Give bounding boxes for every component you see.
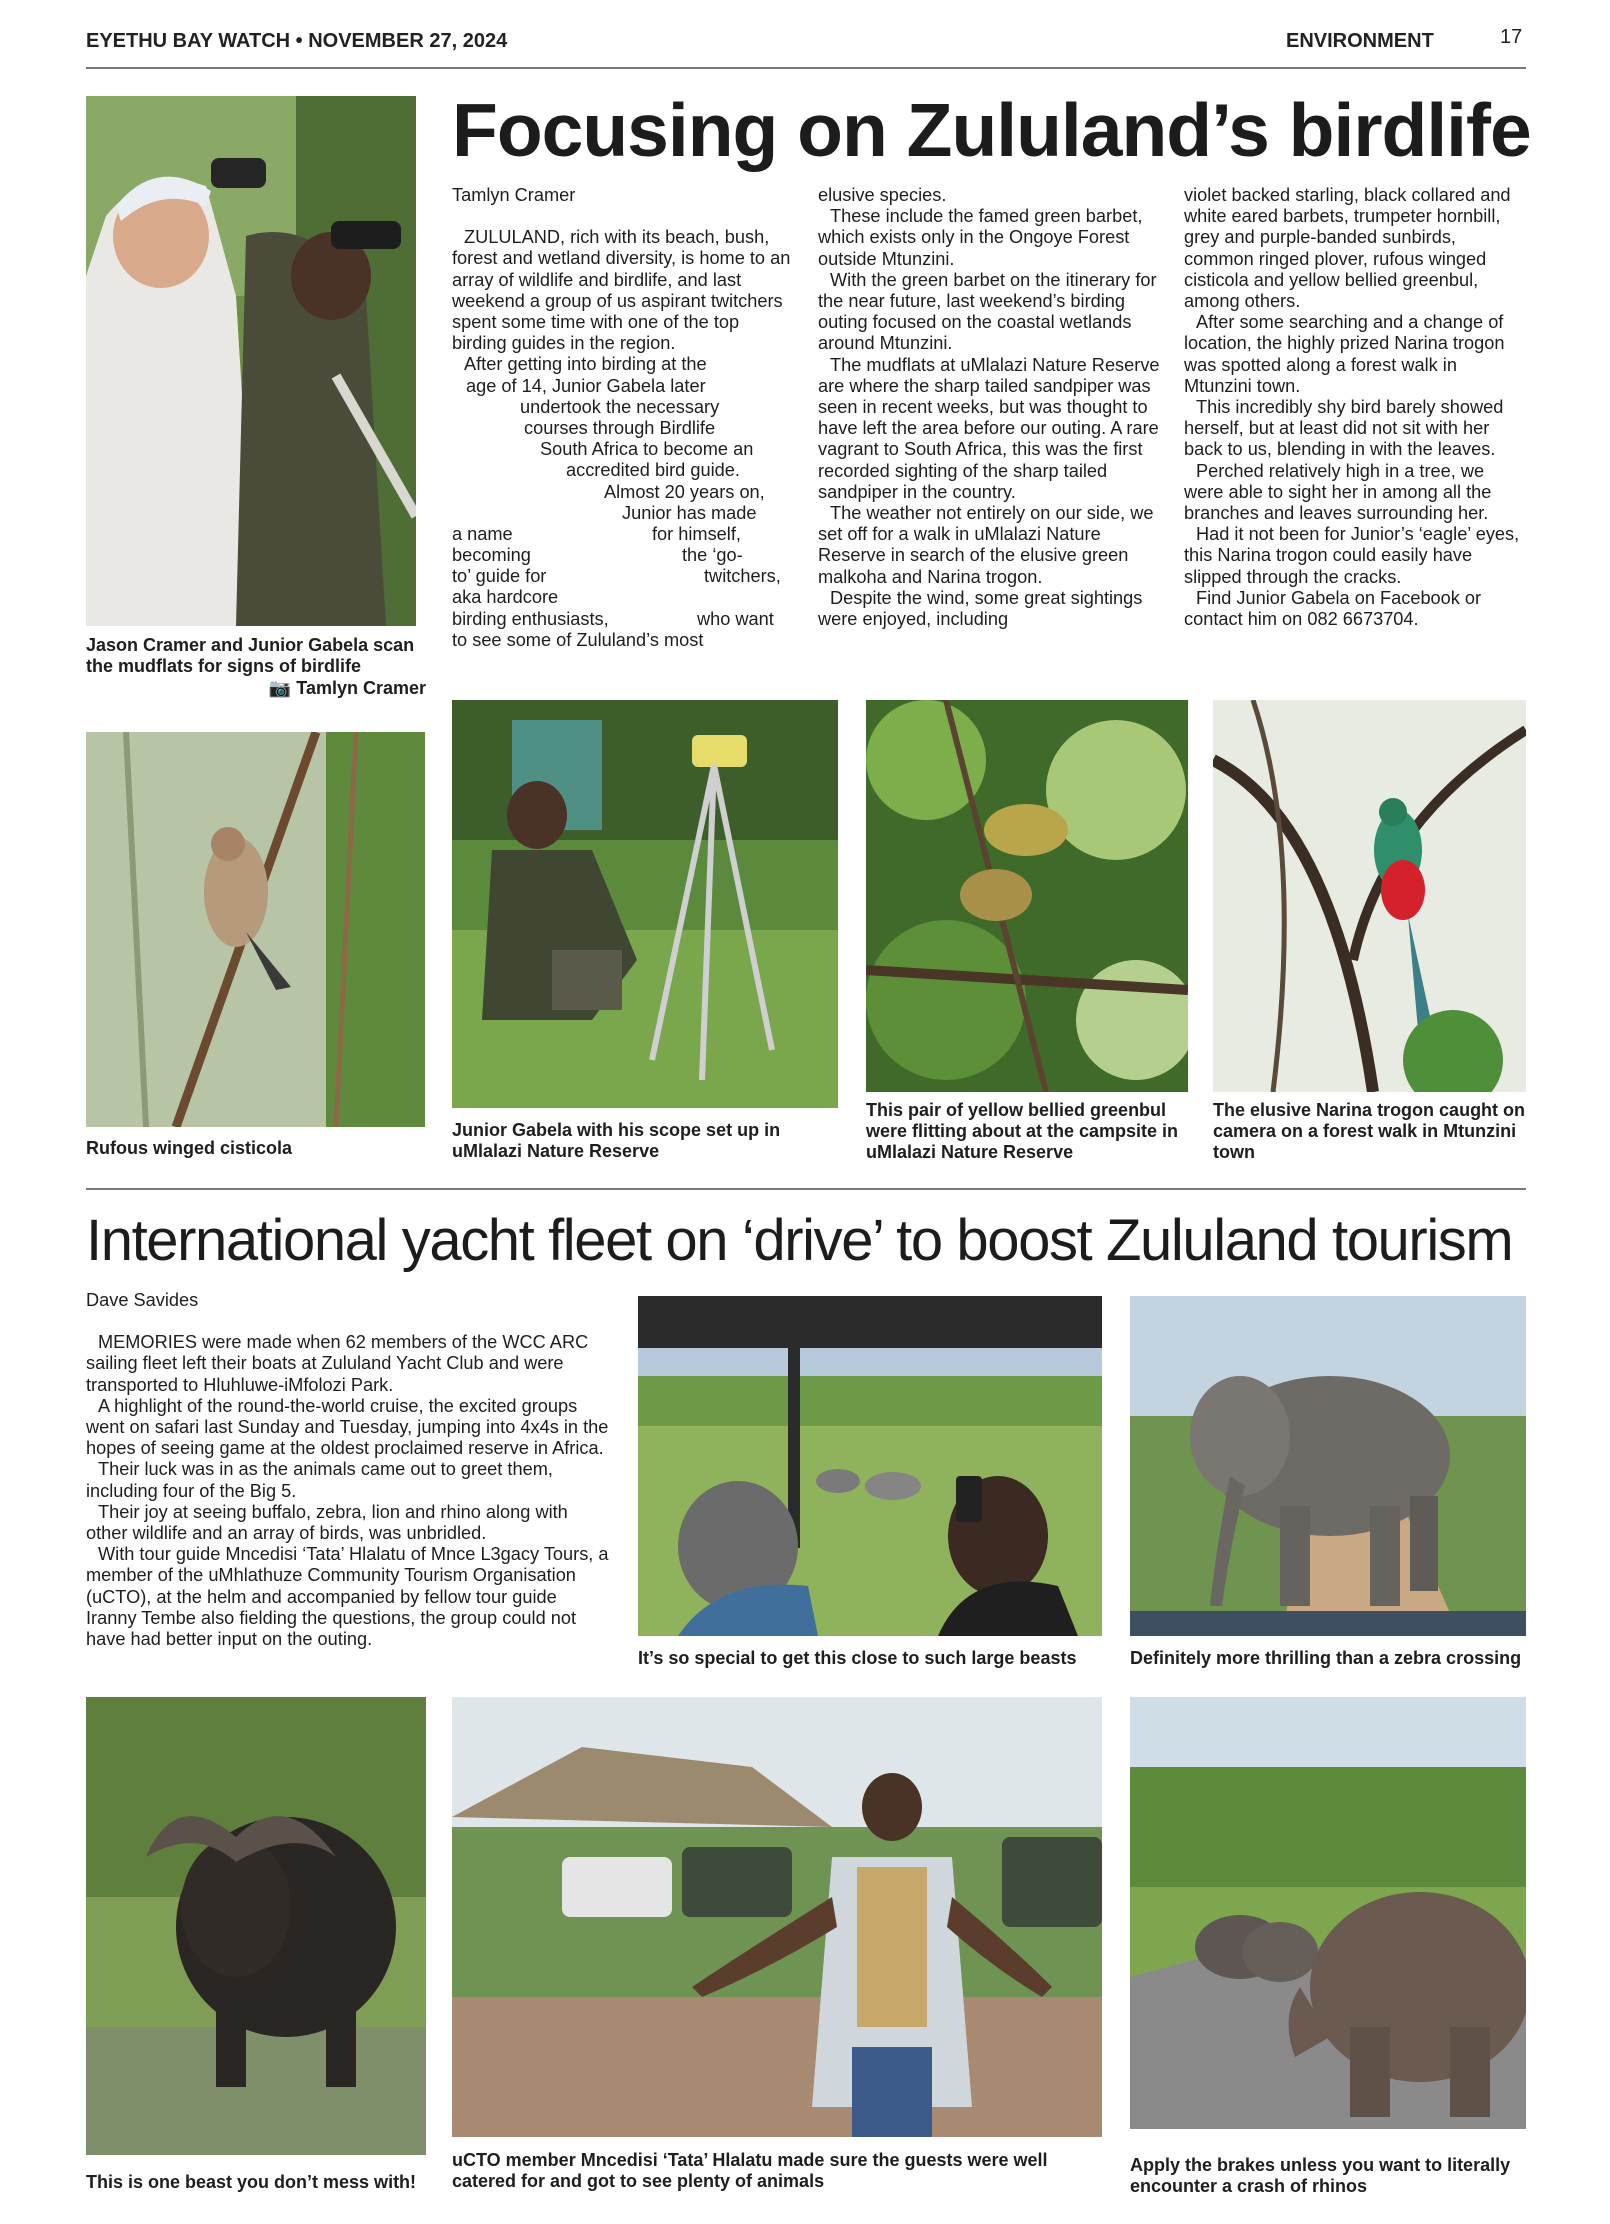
cisticola-photo [86, 732, 425, 1127]
story1-col3-para: Perched relatively high in a tree, we were able to sight her in among all the branches and leaves surrounding her. [1184, 460, 1492, 524]
binoculars-caption: Jason Cramer and Junior Gabela scan the mudflats for signs of birdlife [86, 635, 415, 676]
text-line: a name [452, 523, 513, 544]
story1-col3-para: This incredibly shy bird barely showed herself, but at least did not sit with her back to us, blending in with the leaves. [1184, 397, 1504, 460]
greenbul-photo [866, 700, 1188, 1092]
text-line: Almost 20 years on, [604, 481, 765, 502]
story2-headline: International yacht fleet on ‘drive’ to boost Zululand tourism [86, 1208, 1513, 1273]
photo-credit-name: Tamlyn Cramer [296, 678, 426, 698]
cisticola-caption: Rufous winged cisticola [86, 1138, 293, 1158]
story2-column [86, 1290, 611, 1650]
story1-column-1 [452, 185, 797, 651]
photo-credit [256, 678, 426, 699]
camera-icon: 📷 [268, 678, 297, 698]
text-line: twitchers, [704, 566, 781, 587]
rhinos-photo [1130, 1697, 1526, 2129]
text-line: who want [697, 608, 774, 629]
publication-dateline: EYETHU BAY WATCH • NOVEMBER 27, 2024 [86, 30, 508, 52]
trogon-photo [1213, 700, 1526, 1092]
text-line: undertook the necessary [520, 396, 720, 417]
story2-para: With tour guide Mncedisi ‘Tata’ Hlalatu of Mnce L3gacy Tours, a member of the uMhlathuze Community Tourism Organisation (uCTO), at the helm and accompanied by fellow tour guide Iranny Tembe also fielding the questions, the group could not have had better input on the outing. [86, 1544, 609, 1650]
story1-column-2 [818, 185, 1168, 630]
binoculars-photo [86, 96, 416, 626]
trogon-caption: The elusive Narina trogon caught on camera on a forest walk in Mtunzini town [1213, 1100, 1526, 1162]
text-line: to see some of Zululand’s most [452, 629, 704, 650]
text-line: to’ guide for [452, 566, 547, 587]
story-divider [86, 1188, 1526, 1190]
text-line: accredited bird guide. [566, 460, 740, 481]
story1-shaped-text [452, 354, 797, 651]
text-line: for himself, [652, 523, 741, 544]
buffalo-caption: This is one beast you don’t mess with! [86, 2172, 417, 2192]
story2-byline: Dave Savides [86, 1290, 199, 1310]
safari-vehicle-photo [638, 1296, 1102, 1636]
buffalo-photo [86, 1697, 426, 2155]
text-line: South Africa to become an [540, 439, 754, 460]
text-line: After getting into birding at the [464, 354, 707, 375]
scope-caption: Junior Gabela with his scope set up in uMlalazi Nature Reserve [452, 1120, 781, 1161]
safari-caption: It’s so special to get this close to such large beasts [638, 1648, 1077, 1668]
story1-col2-para: The weather not entirely on our side, we set off for a walk in uMlalazi Nature Reserve in search of the elusive green malkoha and Narina trogon. [818, 503, 1154, 587]
greenbul-caption: This pair of yellow bellied greenbul were flitting about at the campsite in uMlalazi Nature Reserve [866, 1100, 1179, 1162]
elephant-caption: Definitely more thrilling than a zebra crossing [1130, 1648, 1522, 1668]
story1-col3-para: violet backed starling, black collared and white eared barbets, trumpeter hornbill, grey and purple-banded sunbirds, common ringed plover, rufous winged cisticola and yellow bellied greenbul, among others. [1184, 185, 1511, 312]
text-line: Junior has made [622, 502, 757, 523]
story1-col3-para: After some searching and a change of location, the highly prized Narina trogon was spotted along a forest walk in Mtunzini town. [1184, 312, 1505, 396]
rhinos-caption: Apply the brakes unless you want to literally encounter a crash of rhinos [1130, 2155, 1511, 2196]
story1-byline: Tamlyn Cramer [452, 185, 576, 205]
story1-col3-para: Find Junior Gabela on Facebook or contact him on 082 6673704. [1184, 587, 1482, 630]
story2-para: Their joy at seeing buffalo, zebra, lion and rhino along with other wildlife and an array of birds, was unbridled. [86, 1501, 568, 1544]
story1-col2-para: Despite the wind, some great sightings were enjoyed, including [818, 587, 1143, 630]
page-number: 17 [1500, 26, 1523, 48]
story2-para: Their luck was in as the animals came out to greet them, including four of the Big 5. [86, 1459, 553, 1501]
story1-col2-para: elusive species. [818, 185, 947, 205]
story1-col2-para: These include the famed green barbet, which exists only in the Ongoye Forest outside Mtunzini. [818, 206, 1143, 269]
story2-para: MEMORIES were made when 62 members of the WCC ARC sailing fleet left their boats at Zululand Yacht Club and were transported to Hluhluwe-iMfolozi Park. [86, 1332, 589, 1395]
tour-guide-photo [452, 1697, 1102, 2137]
story2-para: A highlight of the round-the-world cruise, the excited groups went on safari last Sunday and Tuesday, jumping into 4x4s in the hopes of seeing game at the oldest proclaimed reserve in Africa. [86, 1395, 609, 1459]
story1-col3-para: Had it not been for Junior’s ‘eagle’ eyes, this Narina trogon could easily have slipped through the cracks. [1184, 524, 1520, 587]
story1-col2-para: With the green barbet on the itinerary for the near future, last weekend’s birding outing focused on the coastal wetlands around Mtunzini. [818, 269, 1157, 354]
story1-column-3 [1184, 185, 1526, 630]
text-line: becoming [452, 545, 531, 566]
text-line: courses through Birdlife [524, 417, 716, 438]
section-name: ENVIRONMENT [1286, 30, 1434, 52]
story1-headline: Focusing on Zululand’s birdlife [452, 88, 1531, 172]
text-line: birding enthusiasts, [452, 608, 609, 629]
story1-col1-para-1: ZULULAND, rich with its beach, bush, forest and wetland diversity, is home to an array of wildlife and birdlife, and last weekend a group of us aspirant twitchers spent some time with one of the top birding guides in the region. [452, 227, 791, 354]
story1-col2-para: The mudflats at uMlalazi Nature Reserve are where the sharp tailed sandpiper was seen in recent weeks, but was thought to have left the area before our outing. A rare vagrant to South Africa, this was the first recorded sighting of the sharp tailed sandpiper in the country. [818, 354, 1160, 502]
text-line: aka hardcore [452, 587, 559, 608]
text-line: age of 14, Junior Gabela later [466, 375, 706, 396]
header-rule [86, 67, 1526, 69]
scope-photo [452, 700, 838, 1108]
text-line: the ‘go- [682, 545, 743, 566]
tour-guide-caption: uCTO member Mncedisi ‘Tata’ Hlalatu made sure the guests were well catered for and got to see plenty of animals [452, 2150, 1048, 2191]
elephant-photo [1130, 1296, 1526, 1636]
